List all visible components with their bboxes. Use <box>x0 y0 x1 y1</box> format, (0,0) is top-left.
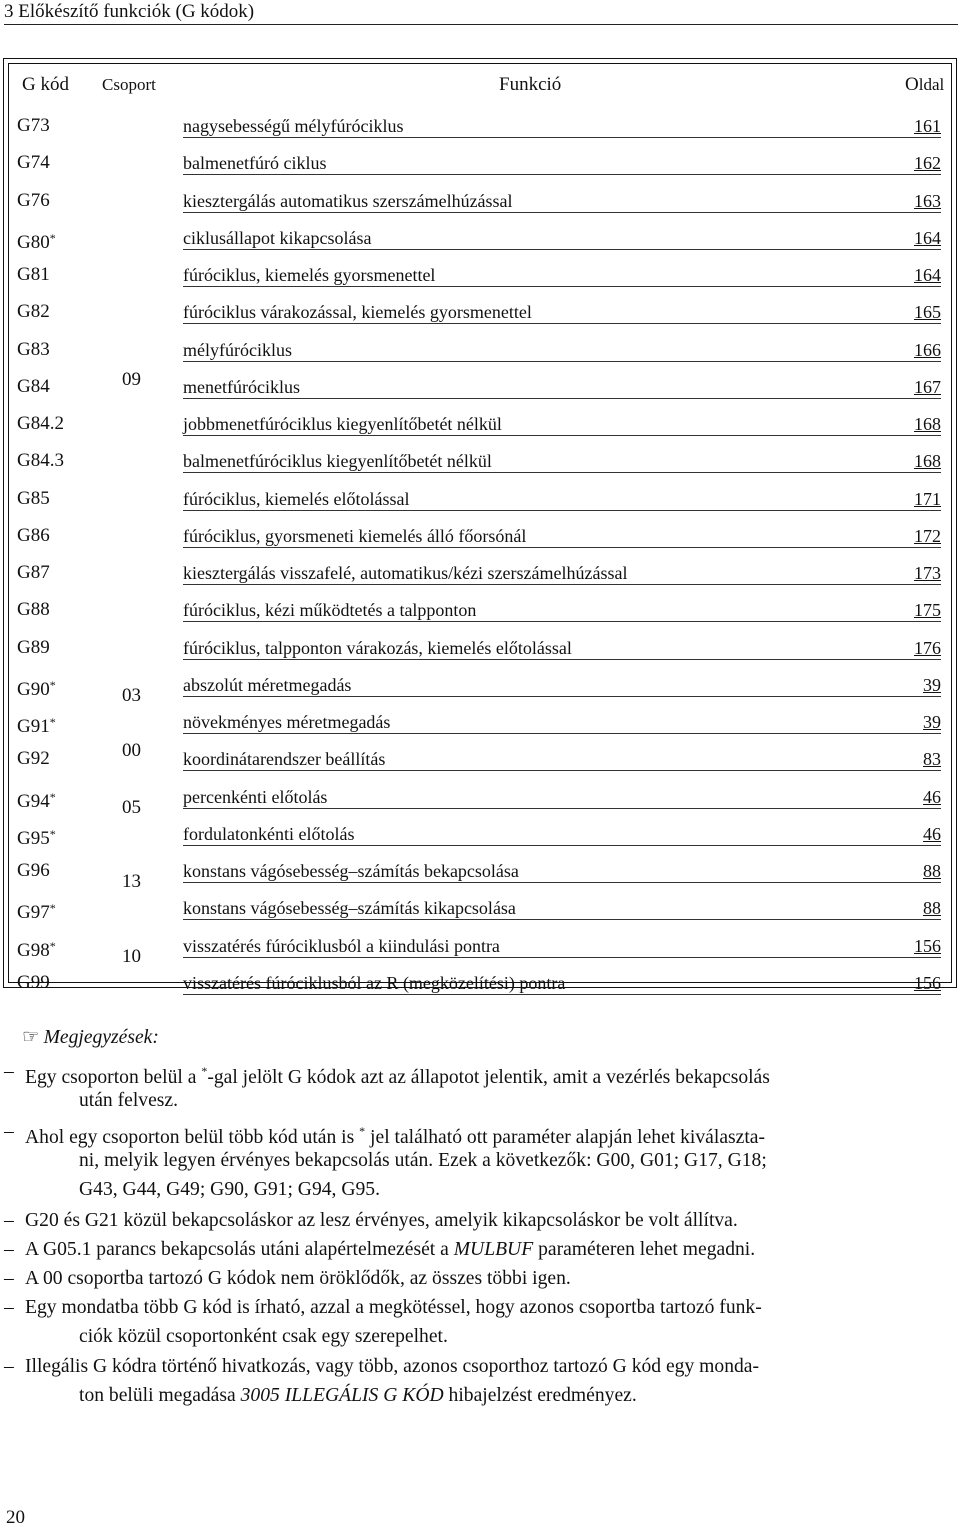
g-code-text: G88 <box>17 599 50 621</box>
function-cell <box>183 562 941 585</box>
function-cell <box>183 227 941 250</box>
function-text: kiesztergálás visszafelé, automatikus/kézi szerszámelhúzással <box>183 563 628 583</box>
page-link[interactable]: 162 <box>914 153 941 174</box>
note-line: után felvesz. <box>79 1090 179 1111</box>
note-text: ton belüli megadása <box>79 1385 241 1406</box>
notes-title-colon: : <box>152 1027 159 1048</box>
g-code-text: G90 <box>17 678 50 700</box>
function-text: fúróciklus várakozással, kiemelés gyorsmenettel <box>183 302 532 323</box>
g-code <box>17 115 50 137</box>
table-row <box>9 556 951 593</box>
function-cell <box>183 115 941 138</box>
note-text: paraméteren lehet megadni. <box>533 1239 756 1260</box>
function-text: fúróciklus, kiemelés előtolással <box>183 488 410 509</box>
header-g-kod-rest: kód <box>35 74 69 95</box>
g-code-text: G73 <box>17 115 50 136</box>
page-link[interactable]: 46 <box>923 823 941 844</box>
table-row <box>9 891 951 928</box>
g-code <box>17 339 50 361</box>
g-code <box>17 227 56 254</box>
g-code <box>17 376 50 398</box>
function-cell <box>183 748 941 771</box>
page-link[interactable]: 156 <box>914 935 941 956</box>
table-row <box>9 482 951 519</box>
g-code-text: G91 <box>17 716 50 737</box>
note-dash: – <box>4 1239 14 1260</box>
function-cell <box>183 152 941 175</box>
page-link[interactable]: 164 <box>914 227 941 248</box>
g-code <box>17 823 56 850</box>
note-error-code: 3005 ILLEGÁLIS G KÓD <box>240 1385 444 1406</box>
function-cell <box>183 301 941 324</box>
g-code <box>17 897 56 924</box>
g-code-text: G81 <box>17 264 50 285</box>
page-link[interactable]: 168 <box>914 414 941 434</box>
table-row <box>9 817 951 854</box>
note-line: Illegális G kódra történő hivatkozás, vagy több, azonos csoporthoz tartozó G kód egy monda- <box>25 1356 760 1377</box>
note-text: Ahol egy csoporton belül több kód után is <box>25 1127 360 1148</box>
function-cell <box>183 599 941 622</box>
function-cell <box>183 339 941 362</box>
function-cell <box>183 376 941 399</box>
g-code-table <box>3 58 957 993</box>
table-row <box>9 295 951 332</box>
g-code <box>17 599 50 621</box>
g-code-text: G94 <box>17 790 50 812</box>
function-cell <box>183 823 941 846</box>
function-text: jobbmenetfúróciklus kiegyenlítőbetét nélkül <box>183 414 502 434</box>
g-code <box>17 748 50 770</box>
table-row <box>9 705 951 742</box>
note-line: G20 és G21 közül bekapcsoláskor az lesz érvényes, amelyik kikapcsoláskor be volt állítva. <box>25 1210 738 1231</box>
page-link[interactable]: 171 <box>914 488 941 509</box>
page-link[interactable]: 88 <box>923 898 941 919</box>
page-link[interactable]: 176 <box>914 637 941 658</box>
g-code <box>17 190 50 212</box>
function-text: fúróciklus, kézi működtetés a talpponton <box>183 600 477 621</box>
g-code-text: G96 <box>17 860 50 881</box>
g-code <box>17 786 56 813</box>
note-text: A G05.1 parancs bekapcsolás utáni alapértelmezését a <box>25 1239 454 1260</box>
table-row <box>9 184 951 221</box>
g-code <box>17 562 50 584</box>
notes-title-text: Megjegyzések <box>43 1027 153 1048</box>
table-row <box>9 146 951 183</box>
g-code <box>17 413 64 435</box>
g-code-text: G84 <box>17 375 50 397</box>
table-row <box>9 333 951 370</box>
note-star: * <box>359 1124 366 1138</box>
g-code-text: G92 <box>17 748 50 770</box>
g-code-text: G76 <box>17 189 50 211</box>
g-code-text: G84.3 <box>17 450 64 472</box>
g-code-text: G89 <box>17 636 50 658</box>
function-text: fúróciklus, gyorsmeneti kiemelés álló főorsónál <box>183 525 527 546</box>
g-code <box>17 525 50 547</box>
header-g-kod-cap: G <box>22 74 36 95</box>
page-link[interactable]: 39 <box>923 712 941 732</box>
page-link[interactable]: 156 <box>914 972 941 993</box>
g-code-text: G99 <box>17 971 50 993</box>
page-link[interactable]: 173 <box>914 563 941 583</box>
header-oldal <box>905 74 944 96</box>
table-row <box>9 109 951 146</box>
table-row <box>9 966 951 1003</box>
g-code <box>17 972 50 994</box>
note-star: * <box>201 1064 208 1078</box>
note-text: Egy csoporton belül a <box>25 1067 202 1088</box>
function-cell <box>183 711 941 734</box>
function-text: abszolút méretmegadás <box>183 674 352 695</box>
g-code <box>17 450 64 472</box>
function-cell <box>183 972 941 995</box>
function-text: mélyfúróciklus <box>183 339 292 360</box>
note-line: G43, G44, G49; G90, G91; G94, G95. <box>79 1179 380 1200</box>
note-dash: – <box>4 1061 14 1082</box>
page-link[interactable]: 172 <box>914 525 941 546</box>
g-code-text: G84.2 <box>17 413 64 434</box>
page-link[interactable]: 161 <box>914 116 941 136</box>
modal-star: * <box>49 230 56 245</box>
function-text: menetfúróciklus <box>183 376 300 397</box>
function-text: fordulatonkénti előtolás <box>183 823 355 844</box>
g-code-text: G95 <box>17 827 50 849</box>
g-code-text: G82 <box>17 301 50 323</box>
function-text: balmenetfúróciklus kiegyenlítőbetét nélkül <box>183 451 492 472</box>
g-code <box>17 711 56 738</box>
g-code <box>17 860 50 882</box>
table-row <box>9 407 951 444</box>
page-link[interactable]: 39 <box>923 674 941 695</box>
table-row <box>9 631 951 668</box>
function-cell <box>183 450 941 473</box>
page-header: 3 Előkészítő funkciók (G kódok) <box>4 0 958 25</box>
group-value: 05 <box>122 797 141 818</box>
function-cell <box>183 264 941 287</box>
function-cell <box>183 190 941 213</box>
note-text: -gal jelölt G kódok azt az állapotot jelentik, amit a vezérlés bekapcsolás <box>207 1067 770 1088</box>
table-row <box>9 780 951 817</box>
group-value: 13 <box>122 871 141 892</box>
note-text: jel található ott paraméter alapján lehet kiválaszta- <box>365 1127 766 1148</box>
modal-star: * <box>49 677 56 692</box>
function-cell <box>183 860 941 883</box>
note-line: Egy mondatba több G kód is írható, azzal a megkötéssel, hogy azonos csoportba tartozó funk- <box>25 1297 762 1318</box>
function-cell <box>183 786 941 809</box>
note-dash: – <box>4 1356 14 1377</box>
g-code-text: G83 <box>17 338 50 360</box>
note-line: ni, melyik legyen érvényes bekapcsolás után. Ezek a következők: G00, G01; G17, G18; <box>79 1150 767 1171</box>
function-text: visszatérés fúróciklusból az R (megközelítési) pontra <box>183 972 566 993</box>
note-param: MULBUF <box>453 1239 534 1260</box>
function-text: ciklusállapot kikapcsolása <box>183 227 372 248</box>
page-link[interactable]: 46 <box>923 786 941 807</box>
function-cell <box>183 488 941 511</box>
g-code-text: G87 <box>17 562 50 583</box>
function-text: balmenetfúró ciklus <box>183 153 327 174</box>
note-line <box>79 1381 637 1410</box>
function-text: kiesztergálás automatikus szerszámelhúzással <box>183 190 513 211</box>
note-line: ciók közül csoportonként csak egy szerepelhet. <box>79 1326 448 1347</box>
g-code-text: G80 <box>17 231 50 253</box>
function-text: növekményes méretmegadás <box>183 712 391 732</box>
g-code-text: G86 <box>17 524 50 546</box>
g-code <box>17 264 50 286</box>
note-dash: – <box>4 1268 14 1289</box>
modal-star: * <box>49 789 56 804</box>
page-link[interactable]: 163 <box>914 190 941 211</box>
table-row <box>9 668 951 705</box>
table-row <box>9 742 951 779</box>
modal-star: * <box>49 826 56 841</box>
table-row <box>9 444 951 481</box>
function-cell <box>183 525 941 548</box>
page-link[interactable]: 166 <box>914 339 941 360</box>
note-dash: – <box>4 1210 14 1231</box>
page-link[interactable]: 175 <box>914 600 941 621</box>
modal-star: * <box>49 901 56 916</box>
g-code <box>17 152 50 174</box>
note-dash: – <box>4 1297 14 1318</box>
header-oldal-rest: ldal <box>918 75 945 94</box>
table-row <box>9 593 951 630</box>
pointing-hand-icon: ☞ <box>22 1027 40 1048</box>
header-csoport: Csoport <box>102 75 156 94</box>
table-row <box>9 258 951 295</box>
page-link[interactable]: 165 <box>914 302 941 323</box>
page-link[interactable]: 167 <box>914 376 941 397</box>
table-row <box>9 370 951 407</box>
header-funkcio: Funkció <box>499 74 562 95</box>
function-text: konstans vágósebesség–számítás bekapcsolása <box>183 861 519 881</box>
function-text: percenkénti előtolás <box>183 786 328 807</box>
page-number: 20 <box>6 1507 25 1528</box>
function-text: koordinátarendszer beállítás <box>183 749 386 770</box>
function-text: fúróciklus, talpponton várakozás, kiemelés előtolással <box>183 637 572 658</box>
note-text: hibajelzést eredményez. <box>443 1385 637 1406</box>
page-link[interactable]: 168 <box>914 451 941 472</box>
g-code-text: G98 <box>17 939 50 961</box>
function-text: nagysebességű mélyfúróciklus <box>183 116 404 136</box>
page-link[interactable]: 88 <box>923 861 941 881</box>
page-link[interactable]: 83 <box>923 749 941 770</box>
g-code-text: G97 <box>17 902 50 924</box>
modal-star: * <box>49 715 56 729</box>
function-text: fúróciklus, kiemelés gyorsmenettel <box>183 265 436 285</box>
group-value: 09 <box>122 369 141 390</box>
page-link[interactable]: 164 <box>914 265 941 285</box>
table-row <box>9 929 951 966</box>
g-code <box>17 488 50 510</box>
group-value: 10 <box>122 946 141 967</box>
modal-star: * <box>49 938 56 953</box>
notes-title <box>22 1023 159 1052</box>
table-row <box>9 519 951 556</box>
note-dash: – <box>4 1121 14 1142</box>
function-cell <box>183 637 941 660</box>
table-inner-frame <box>8 63 952 993</box>
function-cell <box>183 935 941 958</box>
header-oldal-cap: O <box>905 74 919 95</box>
g-code <box>17 301 50 323</box>
header-g-kod <box>22 74 69 96</box>
g-code <box>17 935 56 962</box>
group-value: 00 <box>122 740 141 761</box>
g-code <box>17 637 50 659</box>
note-line: A 00 csoportba tartozó G kódok nem öröklődők, az összes többi igen. <box>25 1268 571 1289</box>
note-line <box>25 1235 755 1264</box>
function-cell <box>183 413 941 436</box>
function-text: konstans vágósebesség–számítás kikapcsolása <box>183 898 516 919</box>
function-cell <box>183 897 941 920</box>
g-code <box>17 674 56 701</box>
group-value: 03 <box>122 685 141 706</box>
function-cell <box>183 674 941 697</box>
function-text: visszatérés fúróciklusból a kiindulási pontra <box>183 935 500 956</box>
table-row <box>9 854 951 891</box>
g-code-text: G74 <box>17 152 50 174</box>
table-row <box>9 221 951 258</box>
g-code-text: G85 <box>17 487 50 509</box>
